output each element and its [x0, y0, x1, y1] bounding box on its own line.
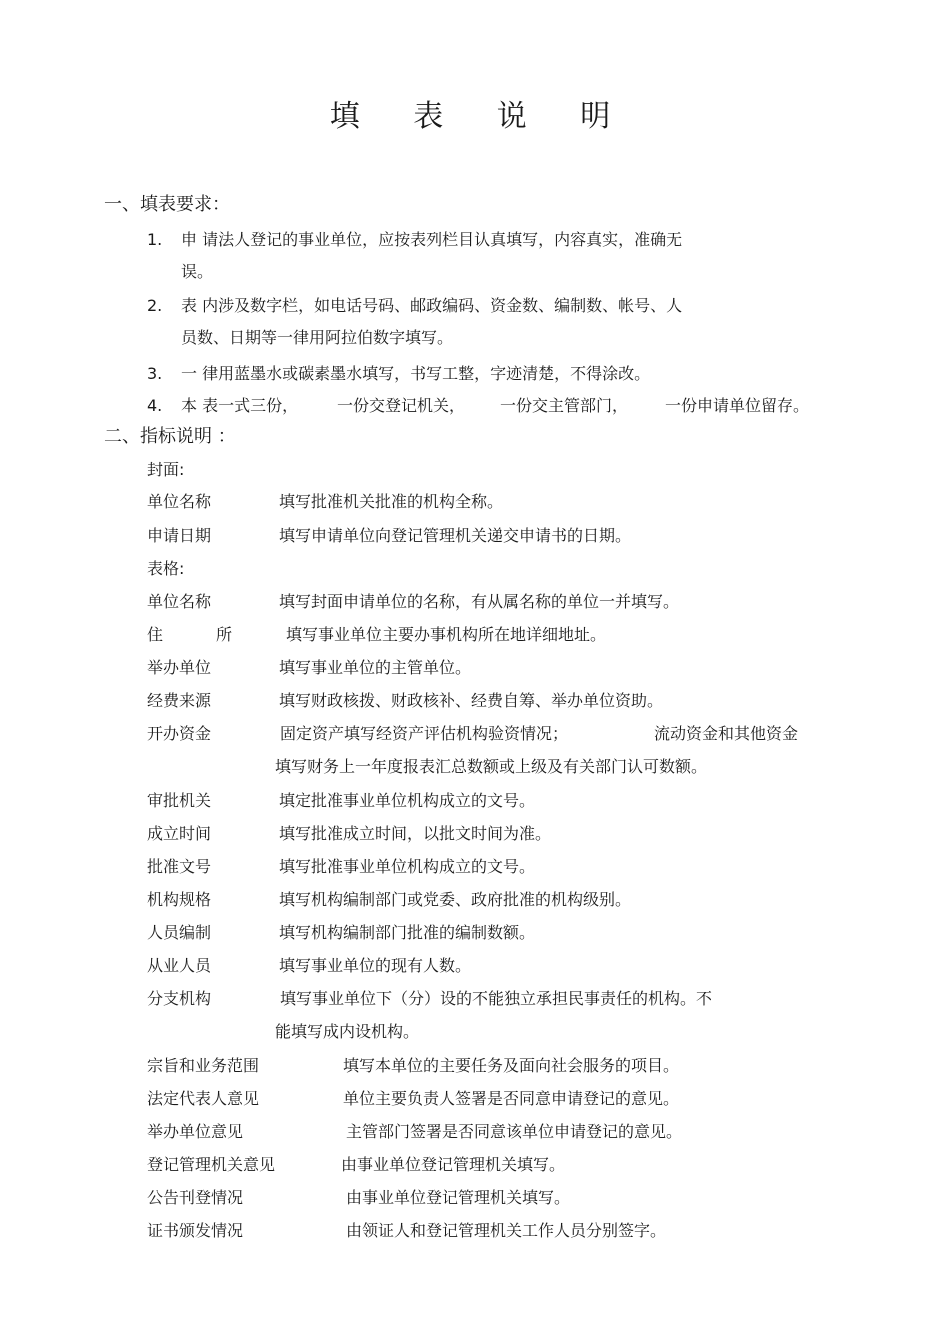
field-label: 证书颁发情况	[147, 1221, 244, 1240]
field-label: 住	[147, 625, 164, 644]
field-label: 从业人员	[147, 956, 212, 975]
field-label: 审批机关	[147, 791, 212, 810]
field-description: 填写批准成立时间，以批文时间为准。	[279, 824, 552, 843]
requirement-text: 表 内涉及数字栏，如电话号码、邮政编码、资金数、编制数、帐号、人	[181, 296, 683, 315]
item-number: 1.	[147, 230, 163, 249]
field-label: 举办单位	[147, 658, 212, 677]
field-description: 填写封面申请单位的名称，有从属名称的单位一并填写。	[279, 592, 680, 611]
item-number: 3.	[147, 364, 163, 383]
field-label: 登记管理机关意见	[147, 1155, 276, 1174]
field-description: 填写事业单位的主管单位。	[279, 658, 472, 677]
field-description-continued: 能填写成内设机构。	[275, 1022, 420, 1041]
field-label: 人员编制	[147, 923, 212, 942]
requirement-segment: 一份交登记机关，	[337, 396, 466, 415]
field-description: 填写机构编制部门或党委、政府批准的机构级别。	[279, 890, 632, 909]
field-label: 开办资金	[147, 724, 212, 743]
cover-heading: 封面:	[147, 460, 185, 479]
field-description: 填写财政核拨、财政核补、经费自筹、举办单位资助。	[279, 691, 664, 710]
field-description: 主管部门签署是否同意该单位申请登记的意见。	[346, 1122, 683, 1141]
section-heading-indicators: 二、指标说明 ：	[104, 426, 236, 447]
field-description: 填写事业单位下（分）设的不能独立承担民事责任的机构。不	[280, 989, 713, 1008]
field-label: 申请日期	[147, 526, 212, 545]
requirement-text: 申 请法人登记的事业单位，应按表列栏目认真填写，内容真实，准确无	[181, 230, 683, 249]
form-heading: 表格:	[147, 559, 185, 578]
field-label: 单位名称	[147, 492, 212, 511]
page-title: 填 表 说 明	[329, 99, 633, 134]
field-description: 填写批准机关批准的机构全称。	[279, 492, 504, 511]
field-description: 填写申请单位向登记管理机关递交申请书的日期。	[279, 526, 632, 545]
field-description: 填定批准事业单位机构成立的文号。	[279, 791, 536, 810]
field-description: 由事业单位登记管理机关填写。	[341, 1155, 566, 1174]
field-description: 固定资产填写经资产评估机构验资情况；	[280, 724, 569, 743]
field-label: 公告刊登情况	[147, 1188, 244, 1207]
field-description: 由领证人和登记管理机关工作人员分别签字。	[346, 1221, 667, 1240]
field-label: 成立时间	[147, 824, 212, 843]
field-description: 单位主要负责人签署是否同意申请登记的意见。	[343, 1089, 680, 1108]
field-label: 分支机构	[147, 989, 212, 1008]
field-label: 单位名称	[147, 592, 212, 611]
field-label: 经费来源	[147, 691, 212, 710]
field-description: 填写事业单位主要办事机构所在地详细地址。	[286, 625, 607, 644]
field-label: 所	[216, 625, 233, 644]
requirement-segment: 一份交主管部门，	[500, 396, 629, 415]
section-heading-requirements: 一、填表要求：	[104, 194, 230, 215]
field-label: 宗旨和业务范围	[147, 1056, 260, 1075]
item-number: 4.	[147, 396, 163, 415]
requirement-text-continued: 误。	[181, 262, 214, 281]
field-label: 批准文号	[147, 857, 212, 876]
field-label: 法定代表人意见	[147, 1089, 260, 1108]
field-description: 流动资金和其他资金	[654, 724, 799, 743]
field-description: 填写事业单位的现有人数。	[279, 956, 472, 975]
requirement-text: 一 律用蓝墨水或碳素墨水填写，书写工整，字迹清楚，不得涂改。	[181, 364, 651, 383]
field-description-continued: 填写财务上一年度报表汇总数额或上级及有关部门认可数额。	[275, 757, 708, 776]
field-label: 举办单位意见	[147, 1122, 244, 1141]
item-number: 2.	[147, 296, 163, 315]
requirement-segment: 本 表一式三份，	[181, 396, 299, 415]
field-description: 由事业单位登记管理机关填写。	[346, 1188, 571, 1207]
field-description: 填写本单位的主要任务及面向社会服务的项目。	[343, 1056, 680, 1075]
field-label: 机构规格	[147, 890, 212, 909]
requirement-text-continued: 员数、日期等一律用阿拉伯数字填写。	[181, 328, 454, 347]
field-description: 填写机构编制部门批准的编制数额。	[279, 923, 536, 942]
requirement-segment: 一份申请单位留存。	[665, 396, 810, 415]
field-description: 填写批准事业单位机构成立的文号。	[279, 857, 536, 876]
